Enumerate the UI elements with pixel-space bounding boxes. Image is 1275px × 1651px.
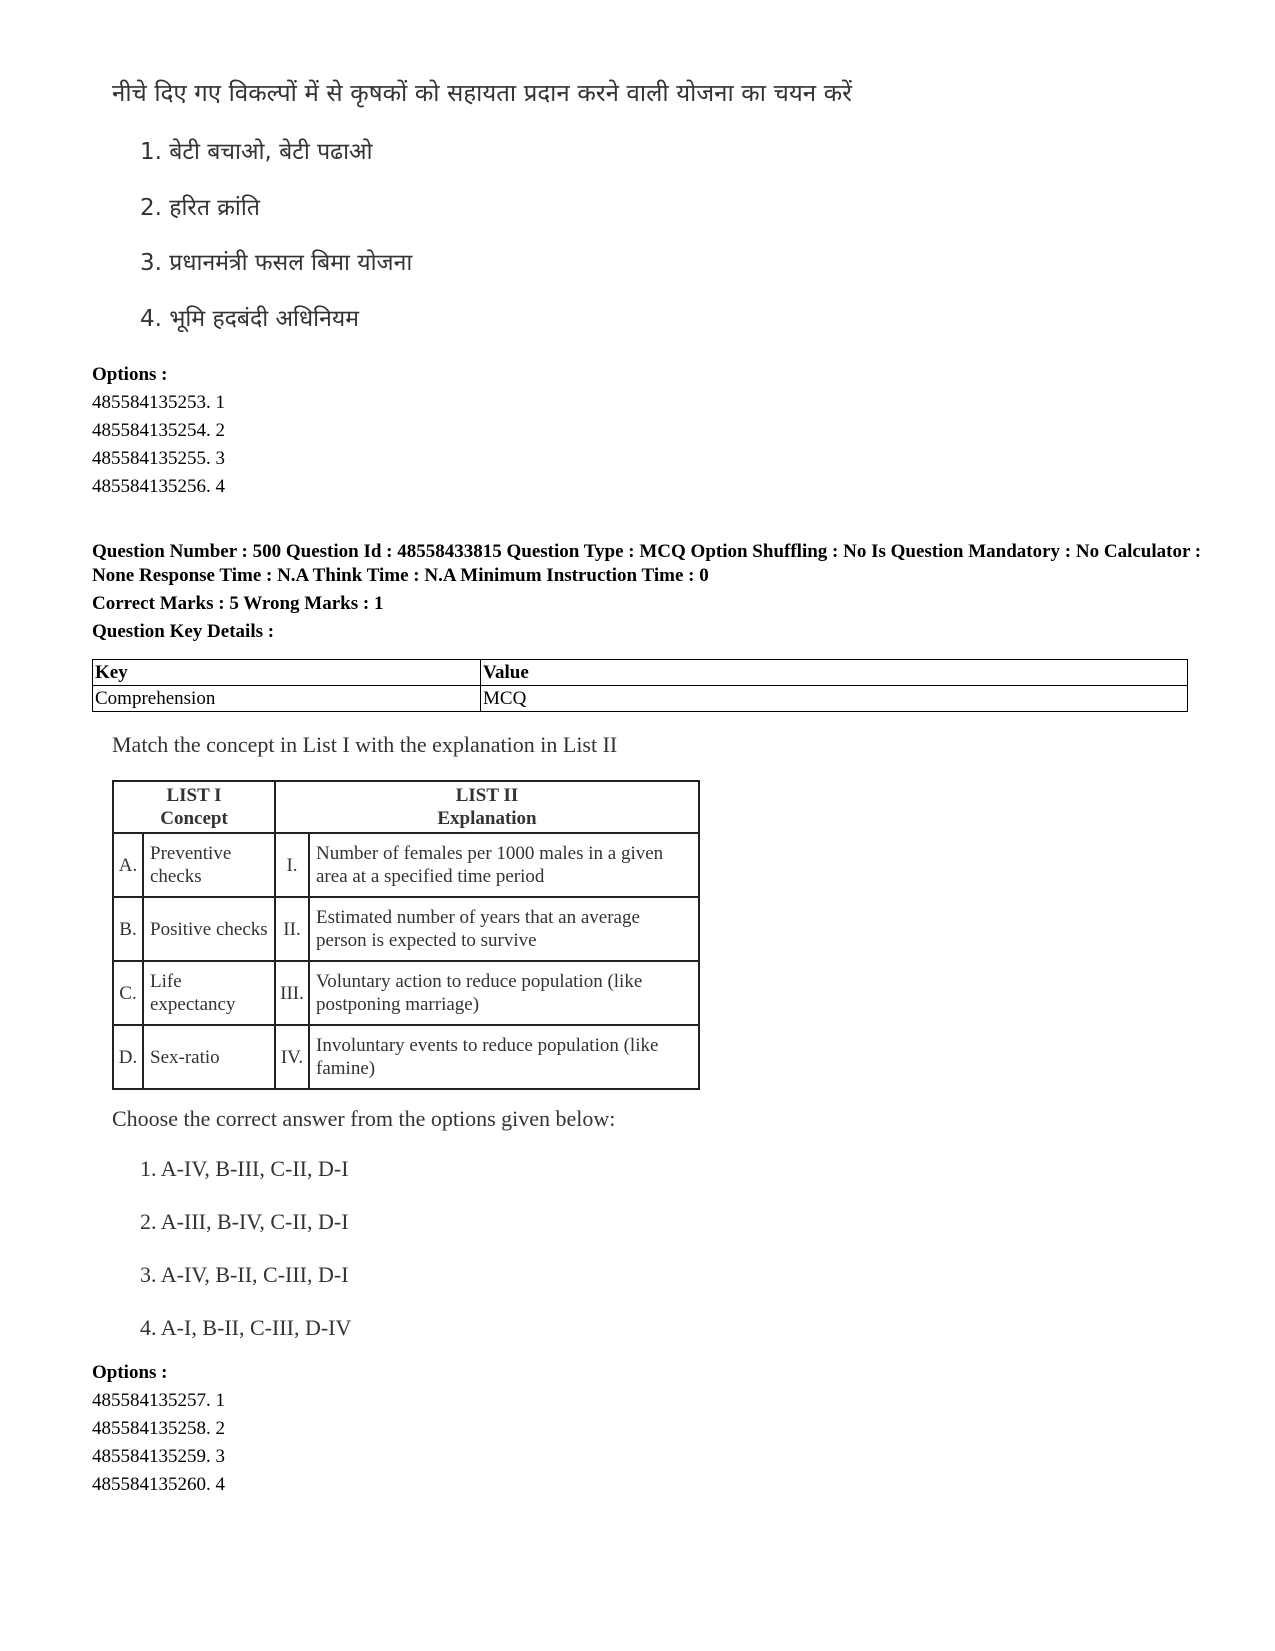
match-table bbox=[112, 780, 700, 1090]
match-row-explanation: Involuntary events to reduce population (like famine) bbox=[309, 1025, 699, 1089]
match-row-roman: II. bbox=[275, 897, 309, 961]
key-table-cell-value: MCQ bbox=[481, 686, 1188, 712]
q1-option-4: 485584135256. 4 bbox=[92, 476, 225, 497]
list1-header bbox=[113, 781, 275, 833]
match-row-a bbox=[113, 833, 699, 897]
q2-marks: Correct Marks : 5 Wrong Marks : 1 bbox=[92, 593, 384, 614]
key-details-table bbox=[92, 659, 1188, 712]
key-table-header-key: Key bbox=[93, 660, 481, 686]
match-row-letter: C. bbox=[113, 961, 143, 1025]
match-row-concept: Sex-ratio bbox=[143, 1025, 275, 1089]
match-row-explanation: Number of females per 1000 males in a given area at a specified time period bbox=[309, 833, 699, 897]
q2-option-3: 485584135259. 3 bbox=[92, 1446, 225, 1467]
q1-options-label: Options : bbox=[92, 364, 168, 385]
q2-option-4: 485584135260. 4 bbox=[92, 1474, 225, 1495]
match-row-concept: Positive checks bbox=[143, 897, 275, 961]
q1-option-3: 485584135255. 3 bbox=[92, 448, 225, 469]
list2-subtitle: Explanation bbox=[437, 808, 537, 829]
q1-option-2: 485584135254. 2 bbox=[92, 420, 225, 441]
list1-title: LIST I bbox=[166, 785, 222, 806]
q2-key-details-label: Question Key Details : bbox=[92, 621, 275, 642]
q1-option-1: 485584135253. 1 bbox=[92, 392, 225, 413]
q2-question-text: Match the concept in List I with the explanation in List II bbox=[112, 732, 618, 757]
q1-choice-3: 3. प्रधानमंत्री फसल बिमा योजना bbox=[140, 250, 413, 276]
match-row-concept: Preventive checks bbox=[143, 833, 275, 897]
match-row-d bbox=[113, 1025, 699, 1089]
list2-header bbox=[275, 781, 699, 833]
match-row-concept: Life expectancy bbox=[143, 961, 275, 1025]
q2-choose-text: Choose the correct answer from the options given below: bbox=[112, 1106, 616, 1131]
match-row-c bbox=[113, 961, 699, 1025]
key-table-cell-key: Comprehension bbox=[93, 686, 481, 712]
match-row-explanation: Voluntary action to reduce population (like postponing marriage) bbox=[309, 961, 699, 1025]
q1-choice-2: 2. हरित क्रांति bbox=[140, 195, 260, 221]
match-row-roman: III. bbox=[275, 961, 309, 1025]
key-table-header-value: Value bbox=[481, 660, 1188, 686]
match-row-roman: IV. bbox=[275, 1025, 309, 1089]
q2-options-label: Options : bbox=[92, 1362, 168, 1383]
q2-option-2: 485584135258. 2 bbox=[92, 1418, 225, 1439]
q1-choice-4: 4. भूमि हदबंदी अधिनियम bbox=[140, 306, 359, 332]
q1-question-text: नीचे दिए गए विकल्पों में से कृषकों को सहायता प्रदान करने वाली योजना का चयन करें bbox=[112, 79, 852, 107]
match-row-letter: D. bbox=[113, 1025, 143, 1089]
list2-title: LIST II bbox=[455, 785, 519, 806]
q2-choice-4: 4. A-I, B-II, C-III, D-IV bbox=[140, 1315, 352, 1340]
list1-subtitle: Concept bbox=[160, 808, 228, 829]
key-table-row bbox=[93, 686, 1188, 712]
q1-choice-1: 1. बेटी बचाओ, बेटी पढाओ bbox=[140, 139, 373, 165]
match-table-header-row bbox=[113, 781, 699, 833]
q2-meta: Question Number : 500 Question Id : 48558433815 Question Type : MCQ Option Shuffling : No Is Question Mandatory : No Calculator : None Response Time : N.A Think Time : N.A Minimum Instruction Time : 0 bbox=[92, 541, 1202, 586]
key-table-header-row bbox=[93, 660, 1188, 686]
match-row-letter: B. bbox=[113, 897, 143, 961]
match-row-roman: I. bbox=[275, 833, 309, 897]
q2-choice-3: 3. A-IV, B-II, C-III, D-I bbox=[140, 1262, 349, 1287]
q2-choice-2: 2. A-III, B-IV, C-II, D-I bbox=[140, 1209, 349, 1234]
match-row-b bbox=[113, 897, 699, 961]
q2-choice-1: 1. A-IV, B-III, C-II, D-I bbox=[140, 1156, 349, 1181]
match-row-explanation: Estimated number of years that an average person is expected to survive bbox=[309, 897, 699, 961]
q2-option-1: 485584135257. 1 bbox=[92, 1390, 225, 1411]
match-row-letter: A. bbox=[113, 833, 143, 897]
